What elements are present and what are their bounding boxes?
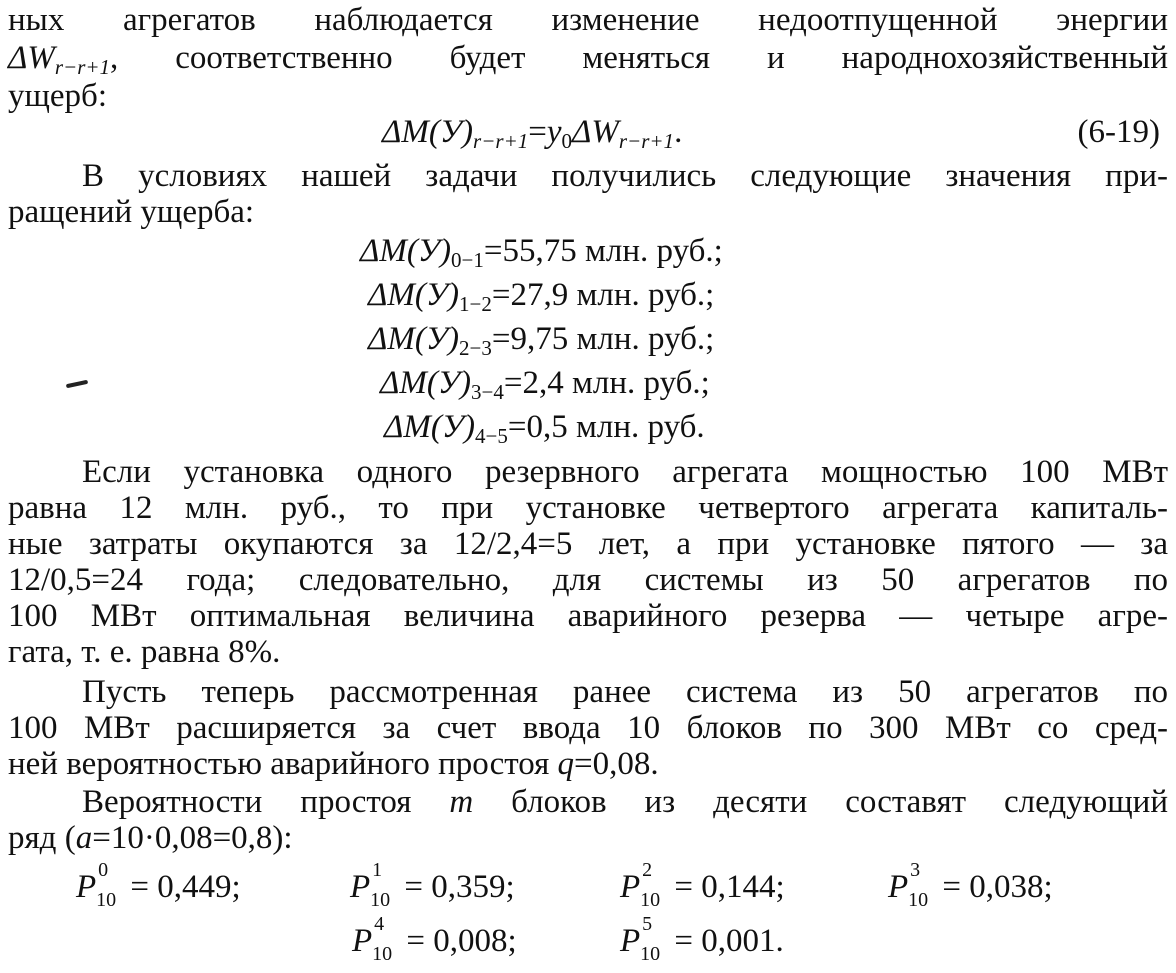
probability-value: = 0,359; bbox=[396, 869, 515, 905]
index-stack bbox=[96, 859, 122, 911]
math-subscript: r−r+1 bbox=[473, 129, 529, 153]
math-subscript: 10 bbox=[372, 943, 393, 965]
math-symbol: ΔM(У) bbox=[380, 365, 472, 401]
math-symbol: P bbox=[620, 869, 641, 905]
math-subscript: 4−5 bbox=[475, 424, 508, 448]
text-line bbox=[82, 454, 1168, 490]
increment-row bbox=[368, 276, 714, 314]
text-span: 100 МВт расширяется за счет ввода 10 блоков по 300 МВт со сред- bbox=[8, 710, 1168, 746]
text-span: =0,08. bbox=[574, 746, 659, 782]
increment-value: =27,9 млн. руб.; bbox=[491, 277, 715, 313]
index-stack bbox=[908, 859, 934, 911]
increment-value: =2,4 млн. руб.; bbox=[503, 365, 710, 401]
equation-6-19 bbox=[8, 114, 1168, 154]
math-symbol: ΔM(У) bbox=[360, 233, 452, 269]
math-symbol: m bbox=[449, 784, 474, 820]
text-line bbox=[8, 78, 1168, 114]
math-subscript: 3−4 bbox=[471, 380, 504, 404]
probability-value: = 0,449; bbox=[122, 869, 241, 905]
math-superscript: 4 bbox=[374, 913, 385, 935]
text-line bbox=[8, 40, 1168, 79]
math-symbol: ΔM(У) bbox=[384, 409, 476, 445]
math-symbol: ΔW bbox=[8, 40, 55, 76]
math-superscript: 1 bbox=[372, 859, 383, 881]
text-line bbox=[8, 820, 1168, 856]
math-symbol: ΔM(У) bbox=[368, 321, 460, 357]
index-stack bbox=[370, 859, 396, 911]
text-span: равна 12 млн. руб., то при установке четвертого агрегата капиталь- bbox=[8, 490, 1168, 526]
math-subscript: r−r+1 bbox=[618, 129, 675, 153]
text-span: ращений ущерба: bbox=[8, 194, 255, 230]
probability-p10-1 bbox=[350, 859, 515, 911]
text-line bbox=[82, 674, 1168, 710]
text-line bbox=[8, 194, 1168, 230]
text-span: ущерб: bbox=[8, 78, 108, 114]
increment-row bbox=[368, 320, 714, 358]
index-stack bbox=[372, 913, 398, 965]
equation-number: (6-19) bbox=[1077, 114, 1160, 150]
math-superscript: 2 bbox=[642, 859, 653, 881]
equation-body: $\Delta M(У)r-r+1=y_0\Delta Wr-r+1$. bbox=[382, 114, 683, 153]
math-subscript: 10 bbox=[640, 943, 661, 965]
text-line bbox=[82, 784, 1168, 820]
text-span: Пусть теперь рассмотренная ранее система из 50 агрегатов по bbox=[82, 674, 1168, 710]
math-superscript: 3 bbox=[910, 859, 921, 881]
probability-p10-5 bbox=[620, 913, 784, 965]
text-span: Вероятности простоя bbox=[82, 784, 450, 820]
text-span: =10·0,08=0,8): bbox=[92, 820, 293, 856]
increment-value: =9,75 млн. руб.; bbox=[491, 321, 715, 357]
stray-ink-mark bbox=[66, 380, 88, 388]
text-span: В условиях нашей задачи получились следующие значения при- bbox=[82, 158, 1168, 194]
text-line bbox=[8, 710, 1168, 746]
math-subscript: 0 bbox=[561, 129, 573, 153]
probability-p10-0 bbox=[76, 859, 241, 911]
text-line bbox=[8, 746, 1168, 782]
math-symbol: ΔM(У) bbox=[368, 277, 460, 313]
probability-value: = 0,144; bbox=[666, 869, 785, 905]
math-subscript: 10 bbox=[370, 889, 391, 911]
math-subscript: 10 bbox=[908, 889, 929, 911]
increment-row bbox=[360, 232, 723, 270]
text-span: блоков из десяти составят следующий bbox=[473, 784, 1168, 820]
increment-value: =0,5 млн. руб. bbox=[507, 409, 705, 445]
probability-p10-3 bbox=[888, 859, 1053, 911]
math-subscript: 2−3 bbox=[459, 336, 492, 360]
increment-value: =55,75 млн. руб.; bbox=[483, 233, 723, 269]
math-symbol: ΔM(У) bbox=[382, 114, 474, 150]
text-span: , соответственно будет меняться и народнохозяйственный bbox=[110, 40, 1168, 76]
text-span: ряд ( bbox=[8, 820, 76, 856]
text-line bbox=[82, 158, 1168, 194]
probability-p10-2 bbox=[620, 859, 785, 911]
math-symbol: a bbox=[75, 820, 93, 856]
text-span: ных агрегатов наблюдается изменение недоотпущенной энергии bbox=[8, 2, 1168, 38]
math-subscript: 10 bbox=[640, 889, 661, 911]
math-symbol: P bbox=[352, 923, 373, 959]
probability-value: = 0,001. bbox=[666, 923, 784, 959]
math-subscript: 1−2 bbox=[459, 292, 492, 316]
math-subscript: 0−1 bbox=[451, 248, 484, 272]
text-span: ные затраты окупаются за 12/2,4=5 лет, а при установке пятого — за bbox=[8, 526, 1168, 562]
text-span: гата, т. е. равна 8%. bbox=[8, 634, 281, 670]
text-line bbox=[8, 526, 1168, 562]
index-stack bbox=[640, 913, 666, 965]
math-symbol: P bbox=[620, 923, 641, 959]
probability-p10-4 bbox=[352, 913, 517, 965]
math-symbol: ΔW bbox=[572, 114, 619, 150]
math-symbol: P bbox=[350, 869, 371, 905]
math-symbol: y bbox=[546, 114, 562, 150]
math-superscript: 5 bbox=[642, 913, 653, 935]
math-subscript: r−r+1 bbox=[54, 55, 111, 79]
math-symbol: P bbox=[888, 869, 909, 905]
probability-value: = 0,038; bbox=[934, 869, 1053, 905]
text-span: ней вероятностью аварийного простоя bbox=[8, 746, 558, 782]
text-line bbox=[8, 2, 1168, 38]
text-span: 100 МВт оптимальная величина аварийного резерва — четыре агре- bbox=[8, 598, 1168, 634]
text-span: Если установка одного резервного агрегата мощностью 100 МВт bbox=[82, 454, 1168, 490]
increment-row bbox=[384, 408, 705, 446]
text-line bbox=[8, 634, 1168, 670]
math-symbol: P bbox=[76, 869, 97, 905]
math-superscript: 0 bbox=[98, 859, 109, 881]
text-line bbox=[8, 562, 1168, 598]
index-stack bbox=[640, 859, 666, 911]
increment-row bbox=[380, 364, 710, 402]
text-line bbox=[8, 598, 1168, 634]
text-span: 12/0,5=24 года; следовательно, для системы из 50 агрегатов по bbox=[8, 562, 1168, 598]
text-line bbox=[8, 490, 1168, 526]
math-symbol: q bbox=[557, 746, 575, 782]
probability-value: = 0,008; bbox=[398, 923, 517, 959]
math-subscript: 10 bbox=[96, 889, 117, 911]
